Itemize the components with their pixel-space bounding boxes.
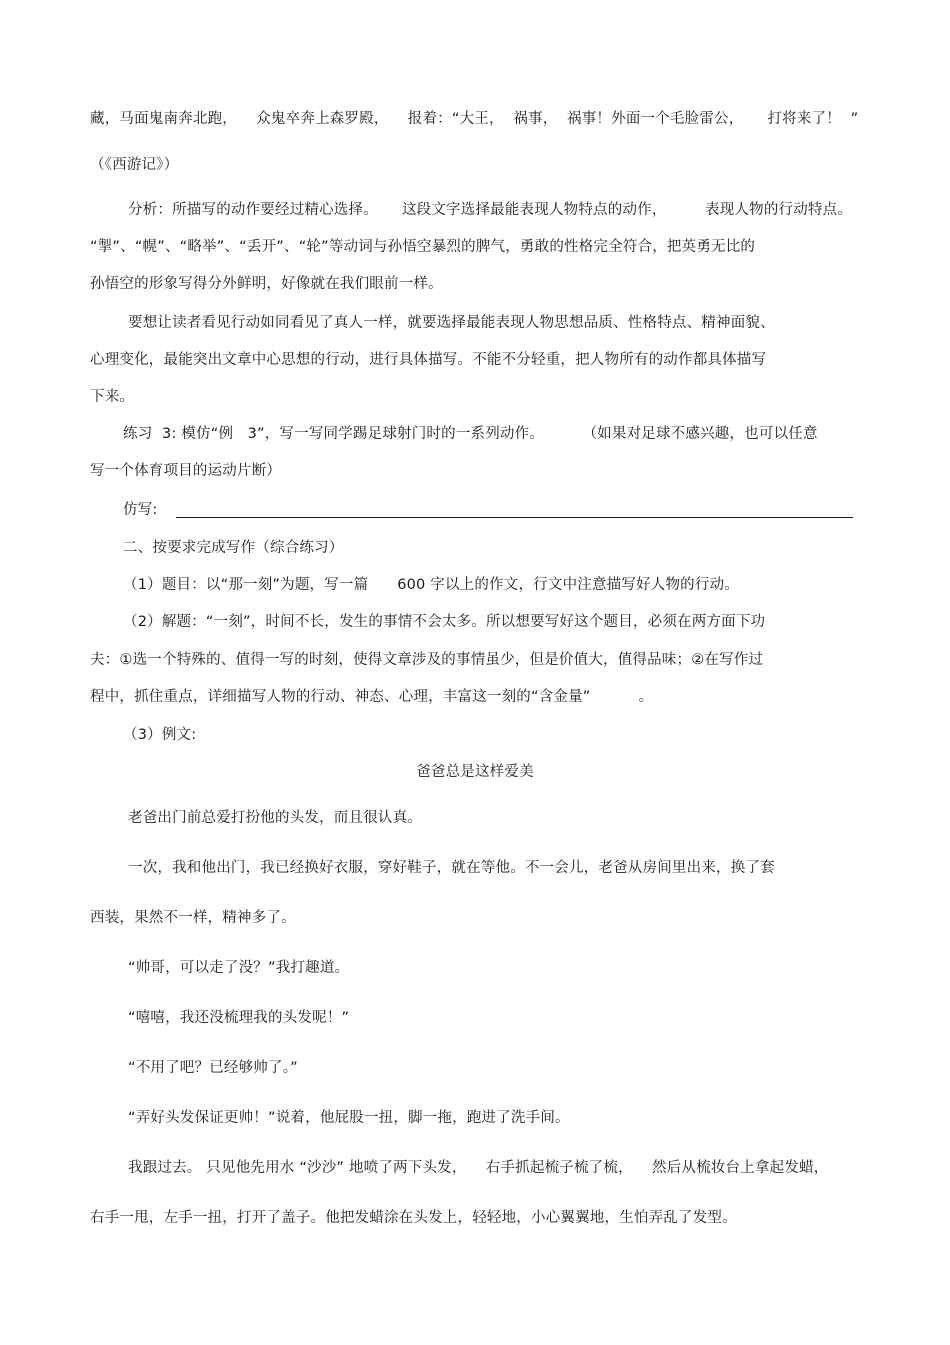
advice-line: 要想让读者看见行动如同看见了真人一样，就要选择最能表现人物思想品质、性格特点、精神面貌、: [128, 315, 775, 331]
advice-line: 下来。: [90, 389, 135, 405]
writing-blank-line[interactable]: [176, 517, 853, 518]
task-item: （2）解题：“一刻”，时间不长，发生的事情不会太多。所以想要写好这个题目，必须在两方面下功: [123, 614, 766, 630]
essay-paragraph: 老爸出门前总爱打扮他的头发，而且很认真。: [128, 810, 422, 826]
advice-line: 心理变化，最能突出文章中心思想的行动，进行具体描写。不能不分轻重，把人物所有的动作都具体描写: [90, 352, 767, 368]
analysis-line: 孙悟空的形象写得分外鲜明，好像就在我们眼前一样。: [90, 276, 443, 292]
task-item: （3）例文:: [123, 727, 197, 743]
task-item: 程中，抓住重点，详细描写人物的行动、神态、心理，丰富这一刻的“含金量” 。: [90, 689, 654, 705]
essay-paragraph: “嘻嘻，我还没梳理我的头发呢！”: [128, 1010, 350, 1026]
essay-paragraph: “弄好头发保证更帅！”说着，他屁股一扭，脚一拖，跑进了洗手间。: [128, 1110, 570, 1126]
analysis-line: “掣”、“幌”、“略举”、“丢开”、“轮”等动词与孙悟空暴烈的脾气，勇敢的性格完全符合，把英勇无比的: [90, 239, 756, 255]
essay-paragraph: 我跟过去。 只见他先用水 “沙沙” 地喷了两下头发， 右手抓起梳子梳了梳， 然后从梳妆台上拿起发蜡，: [128, 1160, 829, 1176]
analysis-line: 分析：所描写的动作要经过精心选择。 这段文字选择最能表现人物特点的动作， 表现人物的行动特点。: [128, 202, 853, 218]
exercise-line: 练习 3: 模仿“例 3”，写一写同学踢足球射门时的一系列动作。 （如果对足球不感兴趣，也可以任意: [123, 426, 818, 442]
task-item: 夫：①选一个特殊的、值得一写的时刻，使得文章涉及的事情虽少，但是价值大，值得品味；②在写作过: [90, 652, 764, 668]
essay-paragraph: “帅哥，可以走了没？”我打趣道。: [128, 960, 350, 976]
essay-paragraph: “不用了吧？已经够帅了。”: [128, 1060, 298, 1076]
essay-title: 爸爸总是这样爱美: [416, 764, 534, 780]
essay-paragraph: 西装，果然不一样，精神多了。: [90, 910, 296, 926]
essay-paragraph: 右手一甩，左手一扭，打开了盖子。他把发蜡涂在头发上，轻轻地，小心翼翼地，生怕弄乱了发型。: [90, 1210, 737, 1226]
task-item: （1）题目：以“那一刻”为题，写一篇 600 字以上的作文，行文中注意描写好人物的行动。: [123, 577, 739, 593]
text-line: 藏，马面鬼南奔北跑， 众鬼卒奔上森罗殿， 报着：“大王， 祸事， 祸事！外面一个毛脸雷公， 打将来了！ ”: [90, 111, 859, 127]
imitate-label: 仿写:: [123, 502, 158, 518]
exercise-line: 写一个体育项目的运动片断）: [90, 463, 282, 479]
essay-paragraph: 一次，我和他出门，我已经换好衣服，穿好鞋子，就在等他。不一会儿，老爸从房间里出来，换了套: [128, 860, 775, 876]
section-heading: 二、按要求完成写作（综合练习）: [123, 540, 344, 556]
source-citation: （《西游记》）: [90, 157, 179, 173]
